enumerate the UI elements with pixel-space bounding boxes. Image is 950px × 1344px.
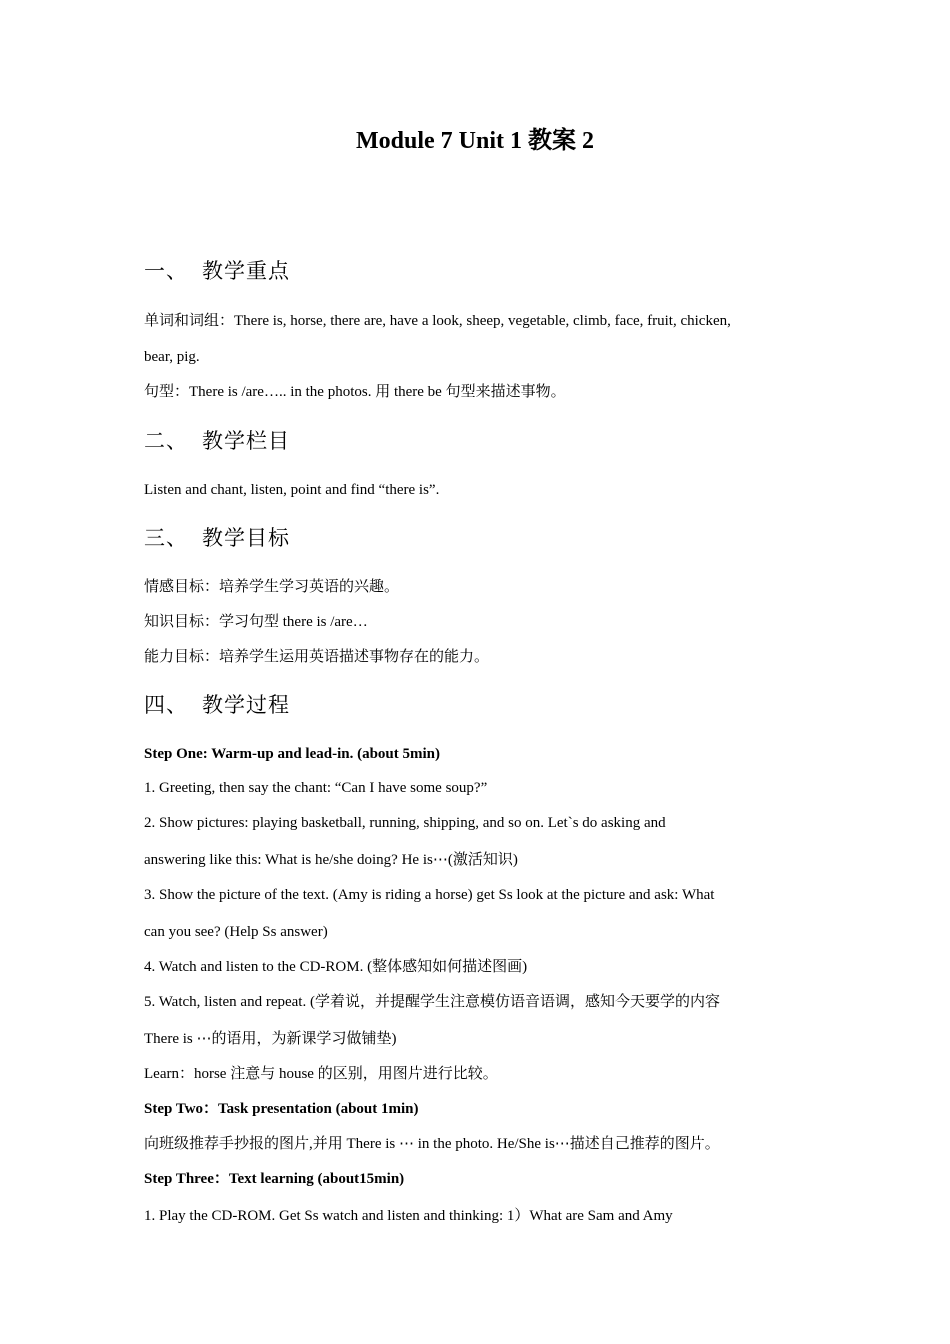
column-line: Listen and chant, listen, point and find “there is”. — [144, 482, 440, 498]
process-line: 2. Show pictures: playing basketball, running, shipping, and so on. Let`s do asking and — [144, 815, 666, 831]
process-line: can you see? (Help Ss answer) — [144, 924, 328, 940]
section-heading-teaching-column — [144, 426, 290, 456]
vocabulary-line-1: 单词和词组：There is, horse, there are, have a look, sheep, vegetable, climb, face, fruit, chicken, — [144, 313, 731, 329]
step-two-heading: Step Two：Task presentation (about 1min) — [144, 1101, 419, 1117]
process-line: 3. Show the picture of the text. (Amy is riding a horse) get Ss look at the picture and ask: What — [144, 887, 715, 903]
section-heading-key-points — [144, 256, 290, 286]
process-line: 1. Greeting, then say the chant: “Can I have some soup?” — [144, 780, 488, 796]
sentence-pattern-line: 句型：There is /are….. in the photos. 用 there be 句型来描述事物。 — [144, 384, 566, 400]
section-number: 四、 — [144, 693, 188, 717]
document-title: Module 7 Unit 1 教案 2 — [355, 128, 594, 154]
goal-ability-line: 能力目标：培养学生运用英语描述事物存在的能力。 — [144, 649, 490, 665]
section-heading-teaching-goals — [144, 523, 290, 553]
process-line: 4. Watch and listen to the CD-ROM. (整体感知如何描述图画) — [144, 959, 528, 975]
process-line: Learn：horse 注意与 house 的区别，用图片进行比较。 — [144, 1066, 498, 1082]
goal-emotion-line: 情感目标：培养学生学习英语的兴趣。 — [144, 579, 400, 595]
section-title: 教学栏目 — [202, 429, 290, 453]
section-title: 教学重点 — [202, 259, 290, 283]
step-one-heading: Step One: Warm-up and lead-in. (about 5min) — [144, 746, 441, 762]
process-line: 5. Watch, listen and repeat. (学着说，并提醒学生注意模仿语音语调，感知今天要学的内容 — [144, 994, 720, 1010]
process-line: answering like this: What is he/she doing? He is⋯(激活知识) — [144, 852, 518, 868]
vocabulary-line-2: bear, pig. — [144, 349, 200, 365]
goal-knowledge-line: 知识目标：学习句型 there is /are… — [144, 614, 368, 630]
section-heading-teaching-process — [144, 690, 290, 720]
process-line: 1. Play the CD-ROM. Get Ss watch and listen and thinking: 1）What are Sam and Amy — [144, 1208, 673, 1224]
section-number: 一、 — [144, 259, 188, 283]
section-number: 二、 — [144, 429, 188, 453]
section-title: 教学过程 — [202, 693, 290, 717]
section-title: 教学目标 — [202, 526, 290, 550]
process-line: There is ⋯的语用，为新课学习做铺垫) — [144, 1031, 397, 1047]
section-number: 三、 — [144, 526, 188, 550]
process-line: 向班级推荐手抄报的图片,并用 There is ⋯ in the photo. He/She is⋯描述自己推荐的图片。 — [144, 1136, 720, 1152]
step-three-heading: Step Three：Text learning (about15min) — [144, 1171, 405, 1187]
